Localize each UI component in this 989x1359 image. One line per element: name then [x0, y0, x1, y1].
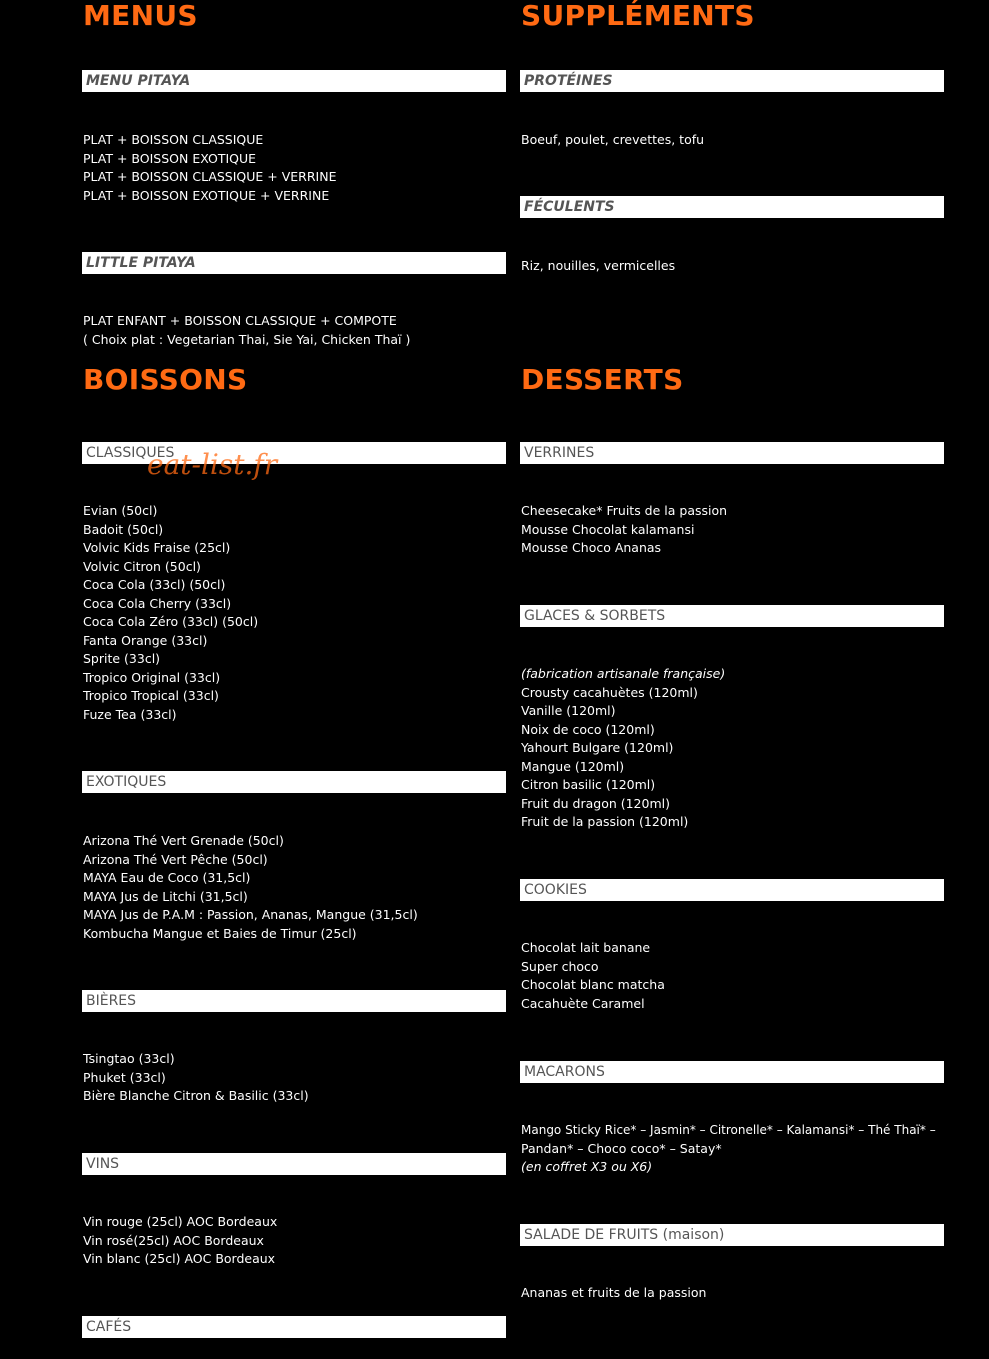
list-item: Arizona Thé Vert Grenade (50cl) — [83, 833, 284, 848]
list-item: Mango Sticky Rice* – Jasmin* – Citronelle* – Kalamansi* – Thé Thaï* – — [521, 1123, 936, 1137]
little-pitaya-list — [83, 312, 410, 349]
list-item: PLAT + BOISSON CLASSIQUE — [83, 132, 264, 147]
menu-pitaya-header: MENU PITAYA — [82, 70, 506, 92]
list-item: Volvic Citron (50cl) — [83, 558, 201, 574]
list-item: Chocolat blanc matcha — [521, 977, 665, 992]
list-item: Tsingtao (33cl) — [83, 1051, 175, 1066]
list-item: Tropico Tropical (33cl) — [83, 688, 219, 703]
list-item: Vin blanc (25cl) AOC Bordeaux — [83, 1251, 276, 1266]
menus-title: MENUS — [83, 0, 198, 32]
list-item: Citron basilic (120ml) — [521, 777, 656, 792]
vins-header: VINS — [82, 1153, 506, 1175]
macarons-list — [521, 1121, 936, 1177]
list-item: Fuze Tea (33cl) — [83, 706, 177, 722]
list-item: MAYA Eau de Coco (31,5cl) — [83, 870, 251, 885]
vins-list — [83, 1213, 277, 1269]
glaces-header: GLACES & SORBETS — [520, 605, 944, 627]
list-item: Vin rouge (25cl) AOC Bordeaux — [83, 1214, 278, 1229]
list-item: Fruit du dragon (120ml) — [521, 795, 670, 811]
list-item: Mangue (120ml) — [521, 758, 625, 774]
list-item: MAYA Jus de P.A.M : Passion, Ananas, Mangue (31,5cl) — [83, 907, 418, 922]
glaces-note: (fabrication artisanale française) — [521, 666, 726, 681]
verrines-header: VERRINES — [520, 442, 944, 464]
list-item: Crousty cacahuètes (120ml) — [521, 684, 698, 700]
watermark: eat-list.fr — [147, 448, 278, 481]
list-item: Vin rosé(25cl) AOC Bordeaux — [83, 1232, 264, 1248]
macarons-note: (en coffret X3 ou X6) — [521, 1159, 653, 1174]
list-item: Vanille (120ml) — [521, 703, 616, 718]
feculents-header: FÉCULENTS — [520, 196, 944, 218]
bieres-header: BIÈRES — [82, 990, 506, 1012]
desserts-title: DESSERTS — [521, 363, 684, 396]
cookies-header: COOKIES — [520, 879, 944, 901]
feculents-list — [521, 257, 675, 276]
list-item: PLAT + BOISSON EXOTIQUE + VERRINE — [83, 187, 330, 203]
list-item: Mousse Chocolat kalamansi — [521, 521, 695, 537]
glaces-list — [521, 665, 725, 832]
list-item: Coca Cola Cherry (33cl) — [83, 595, 232, 611]
list-item: Noix de coco (120ml) — [521, 721, 655, 737]
list-item: Coca Cola (33cl) (50cl) — [83, 577, 226, 592]
cookies-list — [521, 939, 665, 1013]
list-item: Cheesecake* Fruits de la passion — [521, 503, 728, 518]
list-item: Tropico Original (33cl) — [83, 669, 221, 685]
list-item: Cacahuète Caramel — [521, 995, 645, 1011]
list-item: Badoit (50cl) — [83, 521, 164, 537]
list-item: Kombucha Mangue et Baies de Timur (25cl) — [83, 925, 357, 941]
list-item: MAYA Jus de Litchi (31,5cl) — [83, 888, 248, 904]
list-item: PLAT + BOISSON EXOTIQUE — [83, 150, 257, 166]
exotiques-list — [83, 832, 418, 943]
list-item: Arizona Thé Vert Pêche (50cl) — [83, 851, 268, 867]
exotiques-header: EXOTIQUES — [82, 771, 506, 793]
macarons-header: MACARONS — [520, 1061, 944, 1083]
salade-header: SALADE DE FRUITS (maison) — [520, 1224, 944, 1246]
bieres-list — [83, 1050, 309, 1106]
little-pitaya-header: LITTLE PITAYA — [82, 252, 506, 274]
cafes-header: CAFÉS — [82, 1316, 506, 1338]
list-item: Fruit de la passion (120ml) — [521, 814, 689, 829]
list-item: Evian (50cl) — [83, 503, 158, 518]
list-item: Phuket (33cl) — [83, 1069, 166, 1085]
boissons-title: BOISSONS — [83, 363, 248, 396]
list-item: ( Choix plat : Vegetarian Thai, Sie Yai, Chicken Thaï ) — [83, 331, 411, 347]
list-item: Fanta Orange (33cl) — [83, 632, 208, 648]
list-item: PLAT + BOISSON CLASSIQUE + VERRINE — [83, 169, 337, 184]
list-item: Mousse Choco Ananas — [521, 540, 662, 555]
list-item: Super choco — [521, 958, 599, 974]
list-item: PLAT ENFANT + BOISSON CLASSIQUE + COMPOTE — [83, 313, 397, 328]
list-item: Pandan* – Choco coco* – Satay* — [521, 1140, 722, 1156]
list-item: Sprite (33cl) — [83, 651, 161, 666]
list-item: Ananas et fruits de la passion — [521, 1285, 707, 1300]
supplements-title: SUPPLÉMENTS — [521, 0, 755, 32]
classiques-list — [83, 502, 258, 724]
proteines-list — [521, 131, 704, 150]
verrines-list — [521, 502, 727, 558]
list-item: Yahourt Bulgare (120ml) — [521, 740, 674, 755]
list-item: Boeuf, poulet, crevettes, tofu — [521, 132, 705, 147]
classiques-header: CLASSIQUES — [82, 442, 506, 464]
list-item: Coca Cola Zéro (33cl) (50cl) — [83, 614, 259, 629]
list-item: Riz, nouilles, vermicelles — [521, 258, 676, 273]
proteines-header: PROTÉINES — [520, 70, 944, 92]
menu-pitaya-list — [83, 131, 337, 205]
salade-list — [521, 1284, 706, 1303]
list-item: Bière Blanche Citron & Basilic (33cl) — [83, 1088, 309, 1103]
list-item: Chocolat lait banane — [521, 940, 651, 955]
list-item: Volvic Kids Fraise (25cl) — [83, 540, 231, 555]
